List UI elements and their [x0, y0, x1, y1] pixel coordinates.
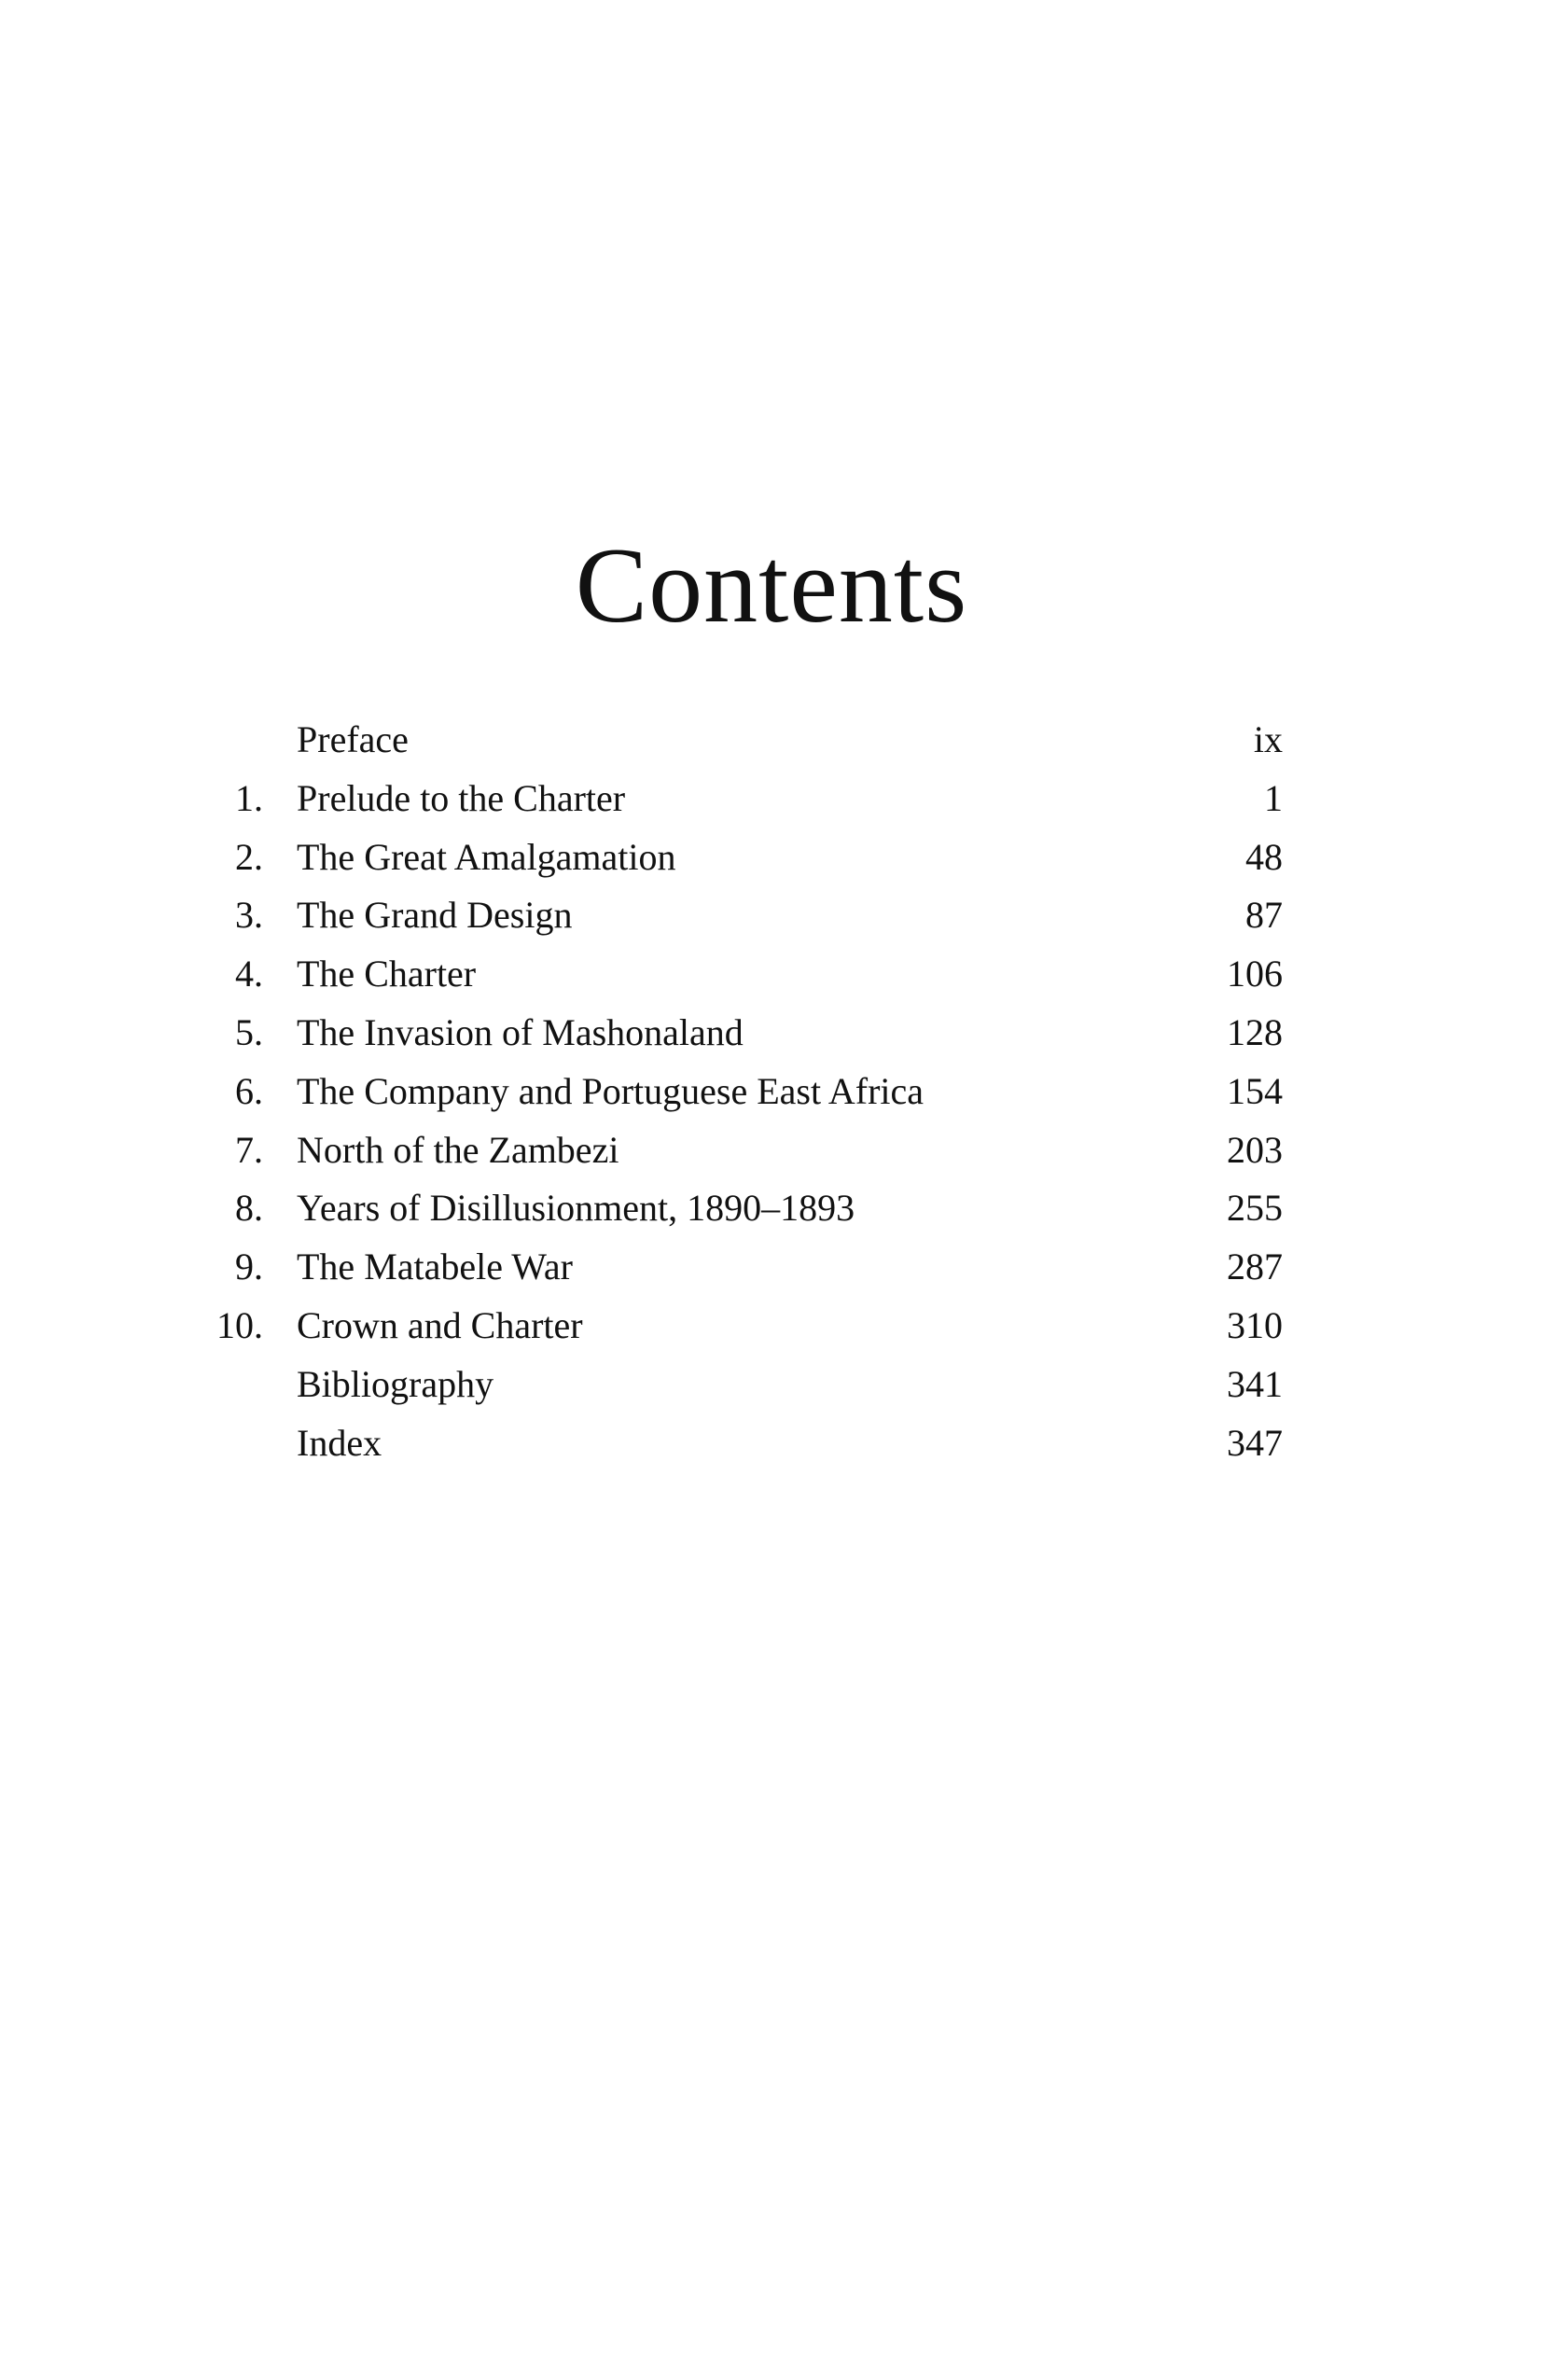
toc-entry-page: 287 [1227, 1246, 1283, 1288]
toc-entry-chapter-10[interactable] [0, 1297, 1543, 1356]
toc-entry-chapter-1[interactable] [0, 770, 1543, 828]
toc-entry-page: 347 [1227, 1421, 1283, 1464]
toc-entry-chapter-9[interactable] [0, 1238, 1543, 1297]
toc-entry-number: 6. [235, 1069, 263, 1112]
toc-entry-number: 8. [235, 1187, 263, 1230]
table-of-contents [0, 711, 1543, 1472]
toc-entry-title: Years of Disillusionment, 1890–1893 [297, 1187, 855, 1230]
toc-entry-title: Prelude to the Charter [297, 776, 626, 819]
toc-entry-title: Preface [297, 718, 409, 760]
toc-entry-title: Crown and Charter [297, 1303, 583, 1346]
toc-entry-index[interactable] [0, 1414, 1543, 1473]
toc-entry-page: 87 [1245, 894, 1283, 937]
toc-entry-title: Index [297, 1421, 382, 1464]
toc-entry-page: 154 [1227, 1069, 1283, 1112]
toc-entry-number: 9. [235, 1246, 263, 1288]
toc-entry-number: 3. [235, 894, 263, 937]
toc-entry-number: 10. [216, 1303, 263, 1346]
toc-entry-number: 4. [235, 953, 263, 995]
toc-entry-page: 128 [1227, 1010, 1283, 1053]
toc-entry-title: The Invasion of Mashonaland [297, 1010, 744, 1053]
toc-entry-page: 310 [1227, 1303, 1283, 1346]
toc-entry-chapter-4[interactable] [0, 945, 1543, 1004]
toc-entry-title: The Great Amalgamation [297, 835, 676, 878]
toc-entry-page: 1 [1264, 776, 1283, 819]
toc-entry-chapter-5[interactable] [0, 1004, 1543, 1063]
toc-entry-number: 2. [235, 835, 263, 878]
toc-entry-chapter-3[interactable] [0, 886, 1543, 945]
page-title: Contents [575, 526, 968, 646]
toc-entry-title: North of the Zambezi [297, 1128, 619, 1171]
toc-entry-title: The Matabele War [297, 1246, 573, 1288]
toc-entry-page: 106 [1227, 953, 1283, 995]
toc-entry-page: 255 [1227, 1187, 1283, 1230]
toc-entry-chapter-8[interactable] [0, 1179, 1543, 1238]
toc-entry-title: The Grand Design [297, 894, 573, 937]
toc-entry-chapter-7[interactable] [0, 1121, 1543, 1180]
toc-entry-page: 203 [1227, 1128, 1283, 1171]
toc-entry-number: 1. [235, 776, 263, 819]
toc-entry-chapter-6[interactable] [0, 1063, 1543, 1121]
toc-entry-title: The Charter [297, 953, 477, 995]
toc-entry-chapter-2[interactable] [0, 828, 1543, 887]
toc-entry-bibliography[interactable] [0, 1356, 1543, 1414]
toc-entry-title: Bibliography [297, 1362, 494, 1405]
toc-entry-number: 5. [235, 1010, 263, 1053]
toc-entry-page: ix [1253, 718, 1283, 760]
toc-entry-page: 341 [1227, 1362, 1283, 1405]
toc-entry-page: 48 [1245, 835, 1283, 878]
toc-entry-title: The Company and Portuguese East Africa [297, 1069, 924, 1112]
toc-entry-preface[interactable] [0, 711, 1543, 770]
toc-entry-number: 7. [235, 1128, 263, 1171]
